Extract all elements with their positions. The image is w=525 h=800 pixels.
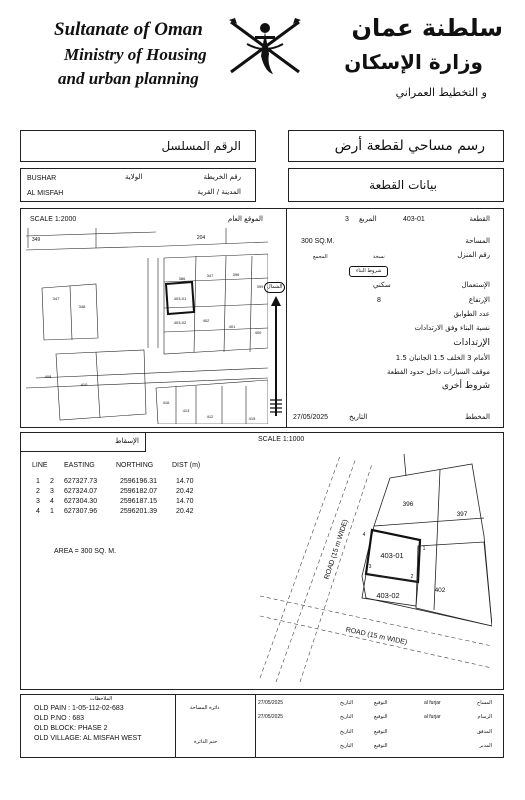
note-1: OLD PAIN : 1-05-112-02-683	[34, 705, 124, 712]
village-value: AL MISFAH	[27, 190, 64, 197]
site-plot-label: 410	[80, 382, 88, 387]
sig-row-3-role: المدقق	[477, 729, 492, 735]
road-edge-line	[26, 232, 156, 236]
north-arrow-icon	[270, 296, 282, 420]
notes-label: الملاحظات	[90, 696, 113, 702]
serial-number-box	[20, 130, 256, 162]
plot-details-panel	[287, 208, 504, 428]
sig-row-1-role: المساح	[476, 700, 492, 706]
copy-label: نسخة	[373, 254, 385, 260]
site-plot-label: 408	[44, 374, 52, 379]
site-plot-label: 403-02	[173, 320, 187, 325]
road-centre-line	[300, 464, 372, 682]
sig-row-1-sign: التوقيع	[374, 700, 388, 706]
road-centre-line	[276, 458, 356, 682]
site-plot-label: 396	[232, 272, 240, 277]
sig-row-4-date-label: التاريخ	[340, 743, 353, 749]
table-row-3-to: 4	[50, 498, 54, 505]
map-number-label: رقم الخريطة	[203, 173, 241, 181]
wilayat-value: BUSHAR	[27, 175, 57, 182]
table-row-3-northing: 2596187.15	[120, 498, 157, 505]
header-arabic-1: سلطنة عمان	[351, 14, 503, 42]
table-row-4-from: 4	[36, 508, 40, 515]
date-value: 27/05/2025	[293, 414, 329, 421]
road-centre-line	[260, 616, 492, 668]
sig-row-2-sign: التوقيع	[374, 714, 388, 720]
table-row-3-from: 3	[36, 498, 40, 505]
table-row-1-from: 1	[36, 478, 40, 485]
general-site-label: الموقع العام	[228, 215, 263, 223]
detail-plot-label: 402	[434, 587, 446, 594]
corner-label: 3	[368, 564, 372, 570]
area-value: 300 SQ.M.	[301, 238, 335, 245]
house-number-label: رقم المنزل	[457, 251, 490, 259]
sig-row-3-sign: التوقيع	[374, 729, 388, 735]
sig-row-2-date: 27/05/2025	[258, 714, 284, 720]
table-row-3-dist: 14.70	[176, 498, 194, 505]
sig-row-2-name: al furjar	[424, 714, 441, 720]
table-row-1-to: 2	[50, 478, 54, 485]
table-row-4-dist: 20.42	[176, 508, 194, 515]
location-box	[20, 168, 256, 202]
other-conditions: شروط أخرى	[441, 381, 490, 391]
setbacks-value: الأمام 3 الخلف 1.5 الجانبان 1.5	[395, 354, 490, 362]
table-row-3-easting: 627304.30	[64, 498, 98, 505]
road-edge-line	[166, 242, 268, 246]
site-plot-label: 401	[228, 324, 236, 329]
site-plot-label: 399	[256, 284, 264, 289]
plot-line	[404, 454, 406, 476]
sig-row-4-sign: التوقيع	[374, 743, 388, 749]
footer-signatures	[256, 694, 504, 758]
area-text: AREA = 300 SQ. M.	[54, 548, 117, 555]
detail-plot-label: 403-02	[376, 591, 400, 600]
site-plot-label: 386	[178, 276, 186, 281]
sig-row-1-name: al furjar	[424, 700, 441, 706]
plot-line	[70, 286, 72, 340]
plot-line	[164, 304, 268, 308]
sig-row-3-date-label: التاريخ	[340, 729, 353, 735]
table-row-2-northing: 2596182.07	[120, 488, 157, 495]
quarter-label: المربع	[359, 215, 377, 223]
sig-row-4-role: المدير	[479, 743, 492, 749]
header	[0, 0, 525, 115]
use-value: سكني	[373, 281, 391, 289]
area-label: المساحة	[465, 237, 490, 245]
site-plot-label: 400	[254, 330, 262, 335]
use-label: الإستعمال	[461, 281, 490, 289]
block-outline	[164, 254, 268, 354]
site-plot-label: 403-01	[173, 296, 187, 301]
general-site-map	[26, 228, 268, 424]
note-4: OLD VILLAGE: AL MISFAH WEST	[34, 735, 142, 742]
site-plot-label: 347	[52, 296, 60, 301]
village-label: المدينة / القرية	[197, 188, 241, 196]
detail-map	[256, 446, 492, 684]
sig-row-2-role: الرسام	[477, 714, 492, 720]
detail-plot-label: 396	[402, 501, 414, 508]
site-plot-label: 412	[206, 414, 214, 419]
header-english-3: and urban planning	[58, 69, 199, 88]
site-plot-label: 347	[206, 273, 214, 278]
land-survey-title-box	[288, 130, 504, 162]
table-header-line: LINE	[32, 462, 48, 469]
road-edge-line	[26, 378, 268, 388]
building-conditions: شروط البناء	[349, 266, 388, 277]
header-english-1: Sultanate of Oman	[54, 19, 203, 40]
projection-label-box	[20, 432, 146, 452]
plot-line	[374, 518, 484, 526]
table-row-4-to: 1	[50, 508, 54, 515]
site-plot-label: 415	[248, 416, 256, 421]
table-row-2-dist: 20.42	[176, 488, 194, 495]
detail-plot-label: 403-01	[380, 551, 404, 560]
corner-label: 4	[362, 532, 366, 538]
setbacks-label: الإرتدادات	[453, 338, 490, 348]
site-plot-label: 416	[162, 400, 170, 405]
north-arrow	[266, 260, 286, 420]
road-edge-line	[36, 368, 268, 378]
table-row-2-to: 3	[50, 488, 54, 495]
plot-outline	[416, 542, 492, 626]
quarter-value: 3	[345, 216, 349, 223]
corner-label: 2	[410, 574, 414, 580]
table-row-4-northing: 2596201.39	[120, 508, 157, 515]
general-site-panel	[20, 208, 286, 428]
general-site-scale: SCALE 1:2000	[30, 216, 77, 223]
parking: موقف السيارات داخل حدود القطعة	[386, 368, 490, 376]
detail-plot-label: 397	[456, 511, 468, 518]
north-label: الشمال	[264, 282, 285, 293]
corner-label: 1	[422, 546, 426, 552]
survey-circle: دائرة المساحة	[190, 705, 220, 711]
serial-number-label: الرقم المسلسل	[161, 139, 241, 153]
road-label-horizontal: ROAD (15 m WIDE)	[344, 626, 408, 647]
sig-row-1-date-label: التاريخ	[340, 700, 353, 706]
plot-data-title: بيانات القطعة	[369, 178, 437, 192]
plot-value: 403-01	[403, 216, 425, 223]
road-label-vertical: ROAD (15 m WIDE)	[323, 518, 350, 581]
table-row-2-easting: 627324.07	[64, 488, 98, 495]
site-plot-label: 204	[196, 235, 206, 241]
footer-stamp	[176, 694, 256, 758]
table-row-4-easting: 627307.96	[64, 508, 98, 515]
table-header-northing: NORTHING	[116, 462, 154, 469]
plot-line	[164, 328, 268, 332]
wilayat-label: الولاية	[125, 173, 143, 181]
building-ratio: نسبة البناء وفق الارتدادات	[414, 324, 490, 332]
site-plot-label: 348	[78, 304, 86, 309]
plot-line	[250, 256, 252, 352]
national-emblem-icon	[225, 14, 305, 84]
site-plot-label: 402	[202, 318, 210, 323]
table-header-easting: EASTING	[64, 462, 95, 469]
note-2: OLD P.NO : 683	[34, 715, 85, 722]
table-row-2-from: 2	[36, 488, 40, 495]
plot-line	[224, 256, 226, 352]
table-row-1-easting: 627327.73	[64, 478, 98, 485]
plot-data-title-box	[288, 168, 504, 202]
site-plot-label: 413	[182, 408, 190, 413]
sig-row-2-date-label: التاريخ	[340, 714, 353, 720]
site-plot-label: 349	[31, 237, 41, 243]
floors-label: عدد الطوابق	[453, 310, 490, 318]
header-arabic-2: وزارة الإسكان	[344, 50, 483, 74]
header-english-2: Ministry of Housing	[64, 45, 207, 64]
note-3: OLD BLOCK: PHASE 2	[34, 725, 108, 732]
height-value: 8	[377, 297, 381, 304]
header-arabic-3: و التخطيط العمراني	[395, 86, 487, 99]
table-row-1-dist: 14.70	[176, 478, 194, 485]
date-label: التاريخ	[349, 413, 368, 421]
planner-label: المخطط	[464, 413, 490, 421]
sig-row-1-date: 27/05/2025	[258, 700, 284, 706]
table-row-1-northing: 2596196.31	[120, 478, 157, 485]
block-outline	[362, 464, 492, 626]
plot-label: القطعة	[469, 215, 490, 223]
projection-label: الإسقاط	[115, 437, 139, 445]
height-label: الإرتفاع	[468, 296, 490, 304]
complex-label: المجمع	[313, 254, 328, 260]
footer-notes	[20, 694, 176, 758]
table-header-dist: DIST (m)	[172, 462, 201, 469]
detail-map-scale: SCALE 1:1000	[258, 436, 305, 443]
stamp-label: ختم الدائرة	[194, 739, 218, 745]
land-survey-title: رسم مساحي لقطعة أرض	[334, 138, 485, 154]
